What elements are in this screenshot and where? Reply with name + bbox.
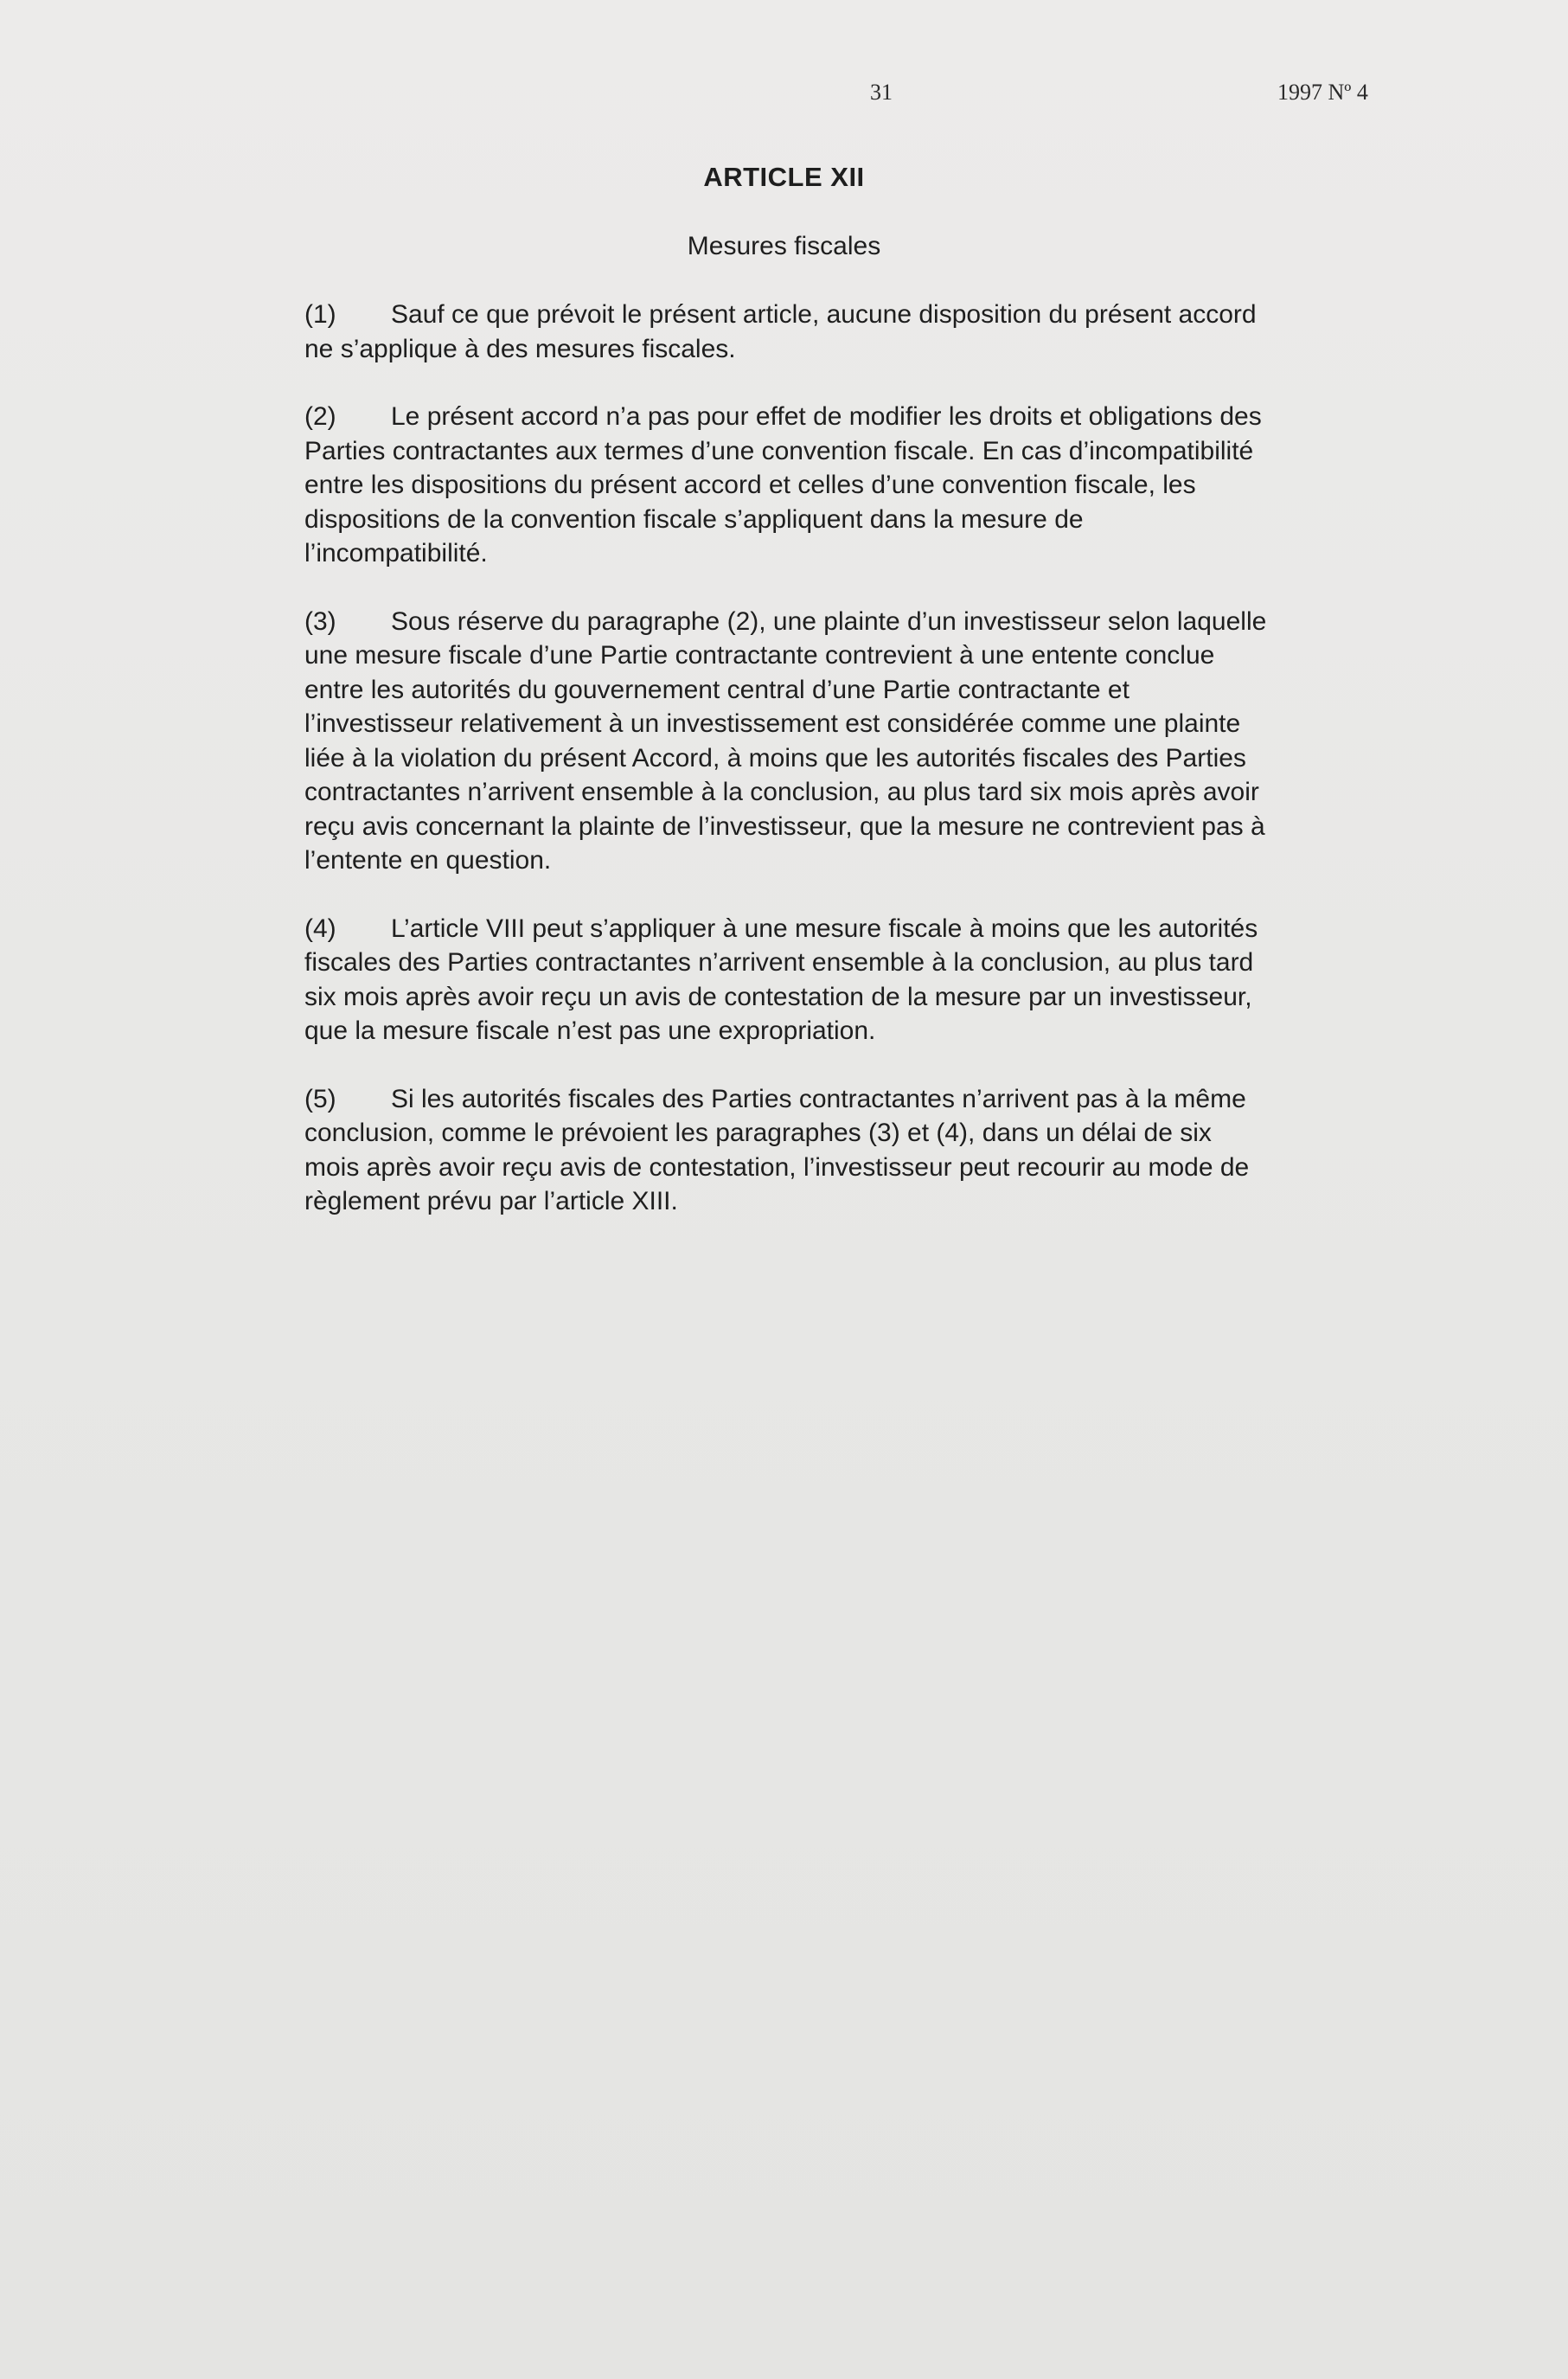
paragraph-text: Si les autorités fiscales des Parties contractantes n’arrivent pas à la même (391, 1084, 1246, 1113)
paragraph-line: liée à la violation du présent Accord, à moins que les autorités fiscales des Parties (304, 743, 1246, 773)
paragraph-number: (4) (304, 914, 336, 943)
page-number: 31 (870, 80, 893, 105)
paragraph-line: mois après avoir reçu avis de contestation, l’investisseur peut recourir au mode de (304, 1152, 1250, 1182)
paragraph-line: l’incompatibilité. (304, 539, 488, 567)
paragraph-1 (304, 298, 1451, 366)
paragraph-text: L’article VIII peut s’appliquer à une mesure fiscale à moins que les autorités (391, 914, 1258, 943)
paragraph-line: règlement prévu par l’article XIII. (304, 1187, 678, 1215)
paragraph-line (304, 1082, 1451, 1117)
paragraph-line: fiscales des Parties contractantes n’arrivent ensemble à la conclusion, au plus tard (304, 948, 1254, 977)
paragraph-line: entre les dispositions du présent accord et celles d’une convention fiscale, les (304, 471, 1196, 499)
paragraph-line: l’entente en question. (304, 846, 552, 875)
paragraph-text: Sauf ce que prévoit le présent article, aucune disposition du présent accord (391, 300, 1257, 329)
paragraph-line: reçu avis concernant la plainte de l’investisseur, que la mesure ne contrevient pas à (304, 811, 1265, 841)
paragraph-line: entre les autorités du gouvernement central d’une Partie contractante et (304, 675, 1130, 704)
paragraph-line: six mois après avoir reçu un avis de contestation de la mesure par un investisseur, (304, 982, 1252, 1011)
paragraph-5 (304, 1082, 1451, 1219)
paragraph-4 (304, 912, 1451, 1048)
article-body (304, 298, 1451, 1253)
issue-label: 1997 Nº 4 (1277, 80, 1368, 105)
paragraph-2 (304, 400, 1451, 571)
paragraph-text: Sous réserve du paragraphe (2), une plainte d’un investisseur selon laquelle (391, 606, 1267, 636)
paragraph-line: Parties contractantes aux termes d’une convention fiscale. En cas d’incompatibilité (304, 436, 1254, 465)
paragraph-line (304, 400, 1451, 434)
paragraph-line (304, 912, 1451, 946)
paragraph-line: dispositions de la convention fiscale s’appliquent dans la mesure de (304, 504, 1084, 534)
paragraph-line: contractantes n’arrivent ensemble à la conclusion, au plus tard six mois après avoir (304, 778, 1259, 806)
paragraph-number: (2) (304, 402, 336, 431)
paragraph-line (304, 605, 1451, 639)
paragraph-line (304, 298, 1451, 332)
paragraph-line: l’investisseur relativement à un investissement est considérée comme une plainte (304, 709, 1241, 738)
paragraph-line: une mesure fiscale d’une Partie contractante contrevient à une entente conclue (304, 641, 1215, 670)
paragraph-number: (1) (304, 300, 336, 329)
article-subtitle: Mesures fiscales (687, 232, 881, 260)
paragraph-3 (304, 605, 1451, 878)
paragraph-text: Le présent accord n’a pas pour effet de modifier les droits et obligations des (391, 402, 1262, 431)
paragraph-line: ne s’applique à des mesures fiscales. (304, 334, 736, 363)
paragraph-number: (3) (304, 606, 336, 636)
paragraph-line: conclusion, comme le prévoient les paragraphes (3) et (4), dans un délai de six (304, 1119, 1212, 1147)
article-title: ARTICLE XII (703, 162, 865, 192)
paragraph-number: (5) (304, 1084, 336, 1113)
paragraph-line: que la mesure fiscale n’est pas une expropriation. (304, 1016, 876, 1045)
